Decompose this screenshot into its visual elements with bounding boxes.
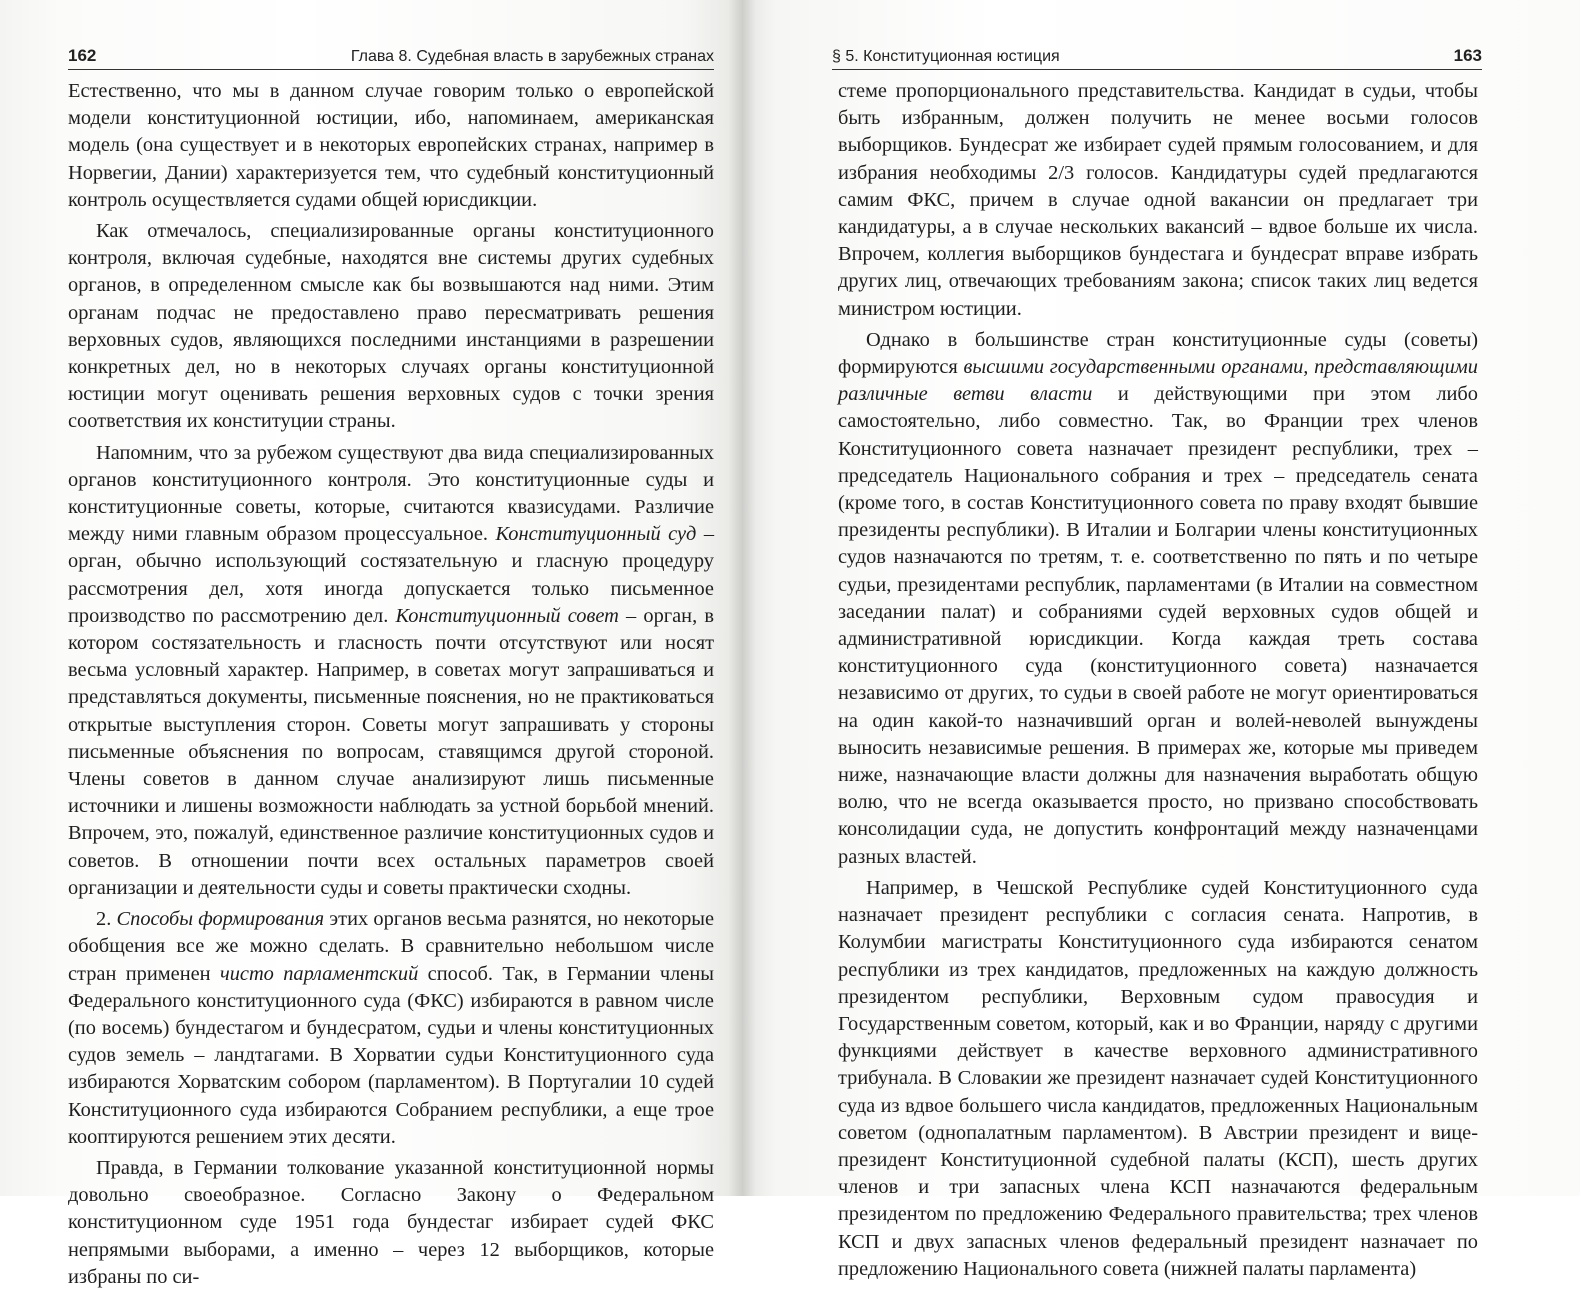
paragraph: Например, в Чешской Республике судей Конституционного суда назначает президент республики с согласия сената. Напротив, в Колумбии магистраты Конституционного суда избираются сенатом республики из трех кандидатов, предложенных на каждую должность президентом республики, Верховным судом правосудия и Государственным советом, который, как и во Франции, наряду с другими функциями действует в качестве верховного административного трибунала. В Словакии же президент назначает судей Конституционного суда из вдвое большего числа кандидатов, предложенных Национальным советом (однопалатным парламентом). В Австрии президент и вице-президент Конституционной судебной палаты (КСП), шесть других членов и три запасных члена КСП назначаются федеральным президентом по предложению Федерального правительства; трех членов КСП и двух запасных членов федеральный президент назначает по предложению Национального совета (нижней палаты парламента) <box>838 876 1478 1280</box>
paragraph: Как отмечалось, специализированные органы конституционного контроля, включая судебные, находятся вне системы других судебных органов, в определенном смысле как бы возвышаются над ними. Этим органам подчас не предоставлено право пересматривать решения верховных судов, являющихся последними инстанциями в разрешении конкретных дел, но в некоторых случаях органы конституционной юстиции могут оценивать решения верховных судов с точки зрения соответствия их конституции страны. <box>68 220 714 433</box>
right-running-head <box>832 40 1482 70</box>
term-italic: Конституционный совет <box>395 604 619 627</box>
term-italic: высшими государственными органами, представляющими различные ветви власти <box>838 356 1478 406</box>
paragraph: Напомним, что за рубежом существуют два вида специализированных органов конституционного контроля. Это конституционные суды и конституционные советы, которые, считаются квазисудами. Различие между ними главным образом процессуальное. Конституционный суд – орган, обычно использующий состязательную и гласную процедуру рассмотрения дел, хотя иногда допускается только письменное производство по рассмотрению дел. Конституционный совет – орган, в котором состязательность и гласность почти отсутствуют или носят весьма условный характер. Например, в советах могут запрашиваться и представляться документы, письменные пояснения, но не практиковаться открытые выступления сторон. Советы могут запрашивать у стороны письменные объяснения по вопросам, ставящимся другой стороной. Члены советов в данном случае анализируют лишь письменные источники и лишены возможности наблюдать за устной борьбой мнений. Впрочем, это, пожалуй, единственное различие конституционных судов и советов. В отношении почти всех остальных параметров своей организации и деятельности суды и советы практически сходны. <box>68 441 715 899</box>
left-page-number: 162 <box>68 46 97 65</box>
right-page <box>742 0 1580 1280</box>
term-italic: Конституционный суд <box>495 523 697 546</box>
paragraph: 2. Способы формирования этих органов весьма разнятся, но некоторые обобщения все же можно сделать. В сравнительно небольшом числе стран применен чисто парламентский способ. Так, в Германии члены Федерального конституционного суда (ФКС) избираются в равном числе (по восемь) бундестагом и бундесратом, судьи и члены конституционных судов земель – ландтагами. В Хорватии судьи Конституционного суда избираются Хорватским собором (парламентом). В Португалии 10 судей Конституционного суда избираются Собранием республики, а еще трое кооптируются решением этих десяти. <box>68 908 715 1148</box>
left-running-title: Глава 8. Судебная власть в зарубежных странах <box>350 48 714 65</box>
left-running-head <box>68 40 714 70</box>
paragraph: Естественно, что мы в данном случае говорим только о европейской модели конституционной юстиции, ибо, напоминаем, американская модель (она существует и в некоторых европейских странах, например в Норвегии, Дании) характеризуется тем, что судебный конституционный контроль осуществляется судами общей юрисдикции. <box>68 80 714 211</box>
right-running-title: § 5. Конституционная юстиция <box>832 48 1060 65</box>
left-page <box>0 0 742 1288</box>
right-page-number: 163 <box>1453 46 1482 65</box>
term-italic: чисто парламентский <box>219 962 419 985</box>
term-italic: Способы формирования <box>116 908 325 931</box>
paragraph: Однако в большинстве стран конституционные суды (советы) формируются высшими государственными органами, представляющими различные ветви власти и действующими при этом либо самостоятельно, либо совместно. Так, во Франции трех членов Конституционного совета назначает президент республики, трех – председатель Национального собрания и трех – председатель сената (кроме того, в состав Конституционного совета по праву входят бывшие президенты республики). В Италии и Болгарии члены конституционных судов назначаются по третям, т. е. соответственно по пять и по четыре судьи, президентами республик, парламентами (в Италии на совместном заседании палат) и собраниями судей верховных судов общей и административной юрисдикции. Когда каждая треть состава конституционного суда (конституционного совета) назначается независимо от других, то судьи в своей работе не могут ориентироваться на один какой-то назначивший орган и волей-неволей вынуждены выносить независимые решения. В примерах же, которые мы приведем ниже, назначающие власти должны для назначения выработать общую волю, что не всегда оказывается просто, но призвано способствовать консолидации суда, не допустить конфронтаций между назначенцами разных властей. <box>838 328 1478 868</box>
left-page-body <box>68 78 714 1295</box>
book-gutter-shadow <box>728 0 756 1196</box>
right-page-body <box>838 78 1478 1287</box>
paragraph: Правда, в Германии толкование указанной конституционной нормы довольно своеобразное. Согласно Закону о Федеральном конституционном суде 1951 года бундестаг избирает судей ФКС непрямыми выборами, а именно – через 12 выборщиков, которые избраны по си- <box>68 1156 714 1288</box>
paragraph: стеме пропорционального представительства. Кандидат в судьи, чтобы быть избранным, должен получить не менее восьми голосов выборщиков. Бундесрат же избирает судей прямым голосованием, и для избрания необходимы 2/3 голосов. Кандидатуры судей предлагаются самим ФКС, причем в случае одной вакансии он предлагает три кандидатуры, а в случае нескольких вакансий – вдвое больше их числа. Впрочем, коллегия выборщиков бундестага и бундесрат вправе избрать других лиц, отвечающих требованиям закона; список таких лиц ведется министром юстиции. <box>838 80 1478 320</box>
